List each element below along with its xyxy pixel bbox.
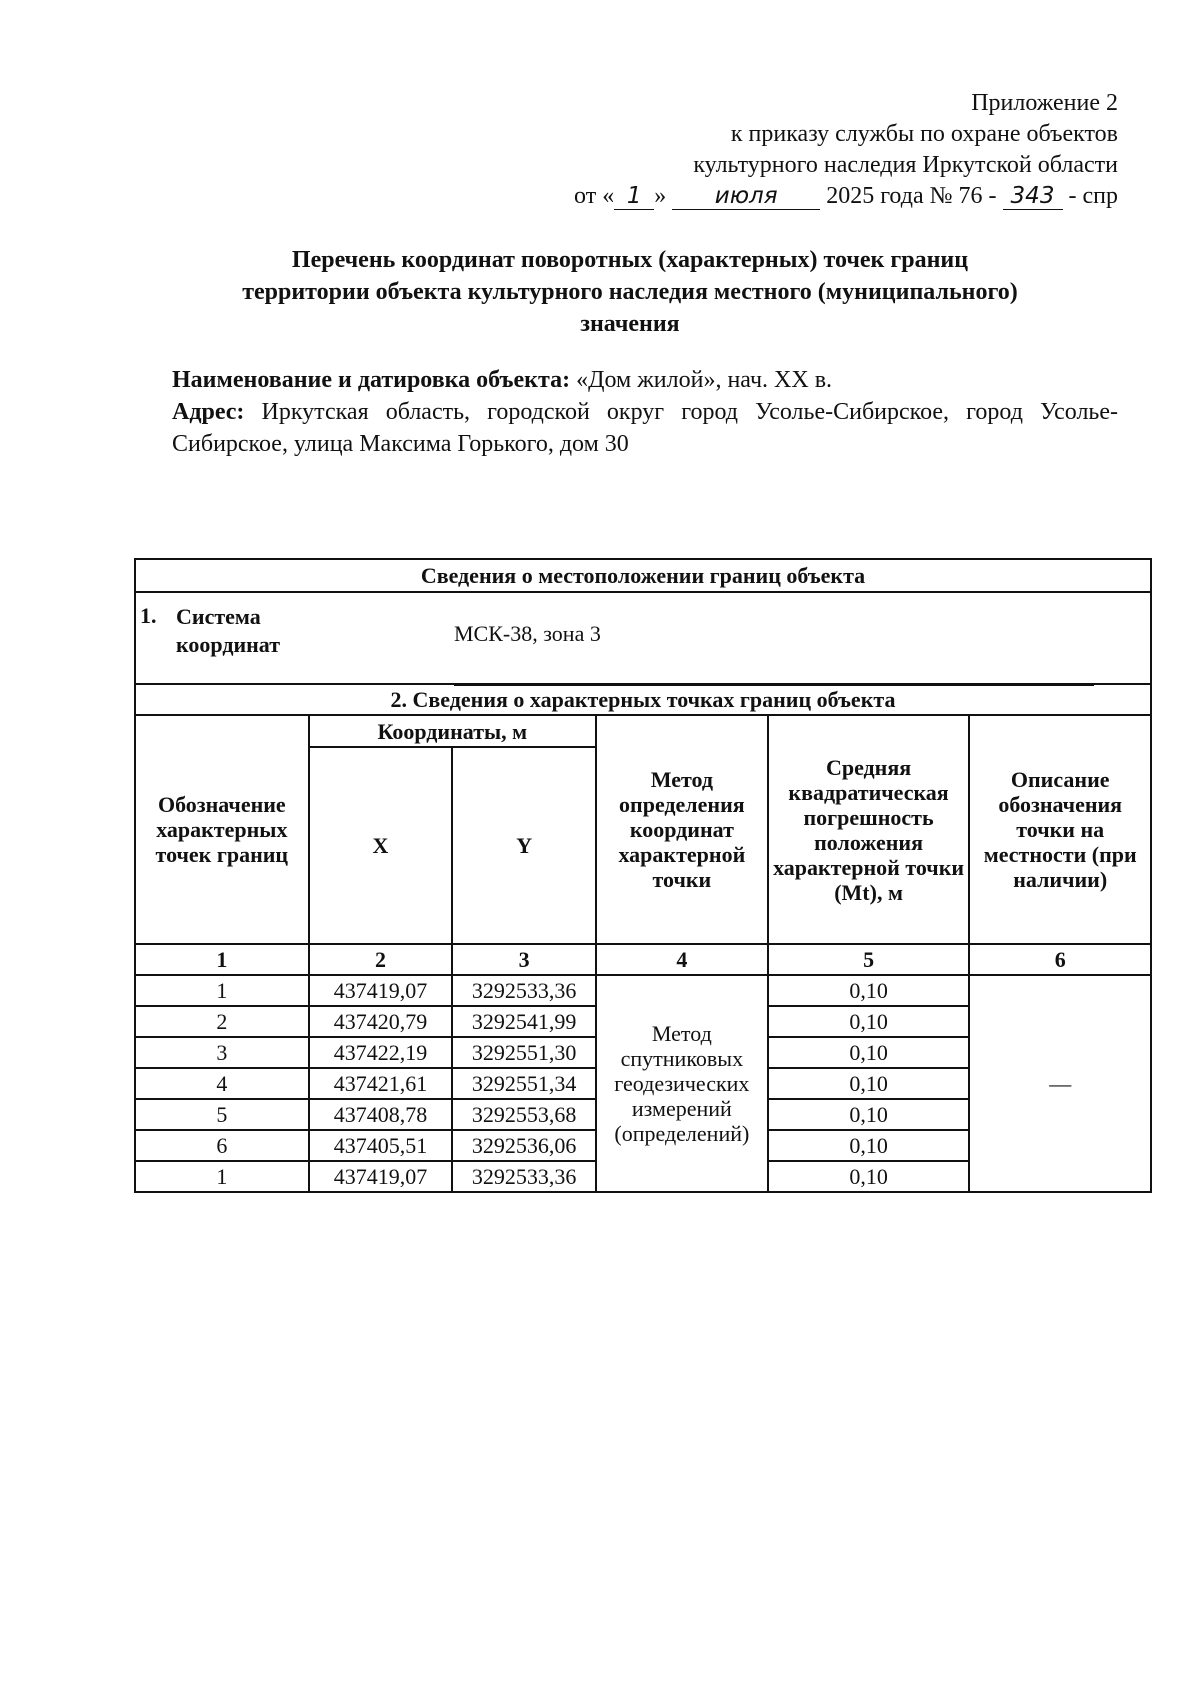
order-date-line xyxy=(398,181,1118,212)
point-x: 437422,19 xyxy=(309,1037,453,1068)
col-number: 4 xyxy=(596,944,768,975)
table-row xyxy=(135,975,1151,1006)
col-header-designation: Обозначение характерных точек границ xyxy=(135,715,309,944)
system-underline xyxy=(454,685,1094,686)
point-y: 3292551,30 xyxy=(452,1037,596,1068)
col-number: 5 xyxy=(768,944,970,975)
title-line-1: Перечень координат поворотных (характерных) точек границ xyxy=(291,247,969,273)
coordinate-system-cell xyxy=(135,592,1151,684)
object-name-label: Наименование и датировка объекта: xyxy=(172,367,571,393)
title-line-2: территории объекта культурного наследия местного (муниципального) xyxy=(242,279,1018,305)
point-y: 3292553,68 xyxy=(452,1099,596,1130)
point-x: 437408,78 xyxy=(309,1099,453,1130)
object-name-row xyxy=(172,364,1118,396)
point-id: 1 xyxy=(135,1161,309,1192)
appendix-line-2: к приказу службы по охране объектов xyxy=(730,121,1118,147)
system-label-line-2: координат xyxy=(176,632,281,657)
point-x: 437419,07 xyxy=(309,1161,453,1192)
point-id: 5 xyxy=(135,1099,309,1130)
point-mt: 0,10 xyxy=(768,1037,970,1068)
system-value: МСК-38, зона 3 xyxy=(454,621,601,646)
point-mt: 0,10 xyxy=(768,1130,970,1161)
object-address-value: Иркутская область, городской округ город Усолье-Сибирское, город Усолье-Сибирское, улица Максима Горького, дом 30 xyxy=(172,399,1119,457)
point-y: 3292536,06 xyxy=(452,1130,596,1161)
table-header: Сведения о местоположении границ объекта xyxy=(135,559,1151,592)
system-number: 1. xyxy=(140,603,157,628)
quote-close: » xyxy=(654,183,667,209)
col-header-y: Y xyxy=(452,747,596,944)
point-y: 3292533,36 xyxy=(452,975,596,1006)
point-mt: 0,10 xyxy=(768,1099,970,1130)
appendix-line-3: культурного наследия Иркутской области xyxy=(693,152,1118,178)
handwritten-month: июля xyxy=(672,183,820,210)
date-prefix: от « xyxy=(574,183,615,209)
point-id: 6 xyxy=(135,1130,309,1161)
object-name-value: «Дом жилой», нач. XX в. xyxy=(576,367,833,393)
coordinates-table xyxy=(134,558,1152,1193)
point-id: 2 xyxy=(135,1006,309,1037)
method-cell: Метод спутниковых геодезических измерений (определений) xyxy=(596,975,768,1192)
object-address-label: Адрес: xyxy=(172,399,245,425)
object-info xyxy=(172,364,1118,460)
handwritten-order-number: 343 xyxy=(1003,183,1063,210)
point-id: 1 xyxy=(135,975,309,1006)
description-cell: — xyxy=(969,975,1151,1192)
point-x: 437405,51 xyxy=(309,1130,453,1161)
point-mt: 0,10 xyxy=(768,1161,970,1192)
point-y: 3292533,36 xyxy=(452,1161,596,1192)
system-label-line-1: Система xyxy=(176,604,261,629)
col-header-description: Описание обозначения точки на местности (при наличии) xyxy=(969,715,1151,944)
document-title xyxy=(140,244,1120,340)
appendix-title: Приложение 2 xyxy=(971,90,1118,116)
col-header-error: Средняя квадратическая погрешность положения характерной точки (Mt), м xyxy=(768,715,970,944)
appendix-header xyxy=(398,88,1118,212)
col-number: 6 xyxy=(969,944,1151,975)
col-number: 2 xyxy=(309,944,453,975)
col-header-coordinates: Координаты, м xyxy=(309,715,596,747)
point-y: 3292551,34 xyxy=(452,1068,596,1099)
point-id: 3 xyxy=(135,1037,309,1068)
point-y: 3292541,99 xyxy=(452,1006,596,1037)
object-address-row xyxy=(172,396,1118,460)
col-header-x: X xyxy=(309,747,453,944)
point-mt: 0,10 xyxy=(768,1006,970,1037)
point-mt: 0,10 xyxy=(768,1068,970,1099)
point-x: 437420,79 xyxy=(309,1006,453,1037)
point-x: 437419,07 xyxy=(309,975,453,1006)
col-header-method: Метод определения координат характерной точки xyxy=(596,715,768,944)
col-number: 3 xyxy=(452,944,596,975)
col-number: 1 xyxy=(135,944,309,975)
handwritten-day: 1 xyxy=(614,183,654,210)
system-label xyxy=(176,603,280,659)
point-mt: 0,10 xyxy=(768,975,970,1006)
order-year: 2025 года № 76 - xyxy=(826,183,997,209)
section-2-header: 2. Сведения о характерных точках границ объекта xyxy=(135,684,1151,715)
point-x: 437421,61 xyxy=(309,1068,453,1099)
order-suffix: - спр xyxy=(1068,183,1118,209)
point-id: 4 xyxy=(135,1068,309,1099)
title-line-3: значения xyxy=(580,311,680,337)
